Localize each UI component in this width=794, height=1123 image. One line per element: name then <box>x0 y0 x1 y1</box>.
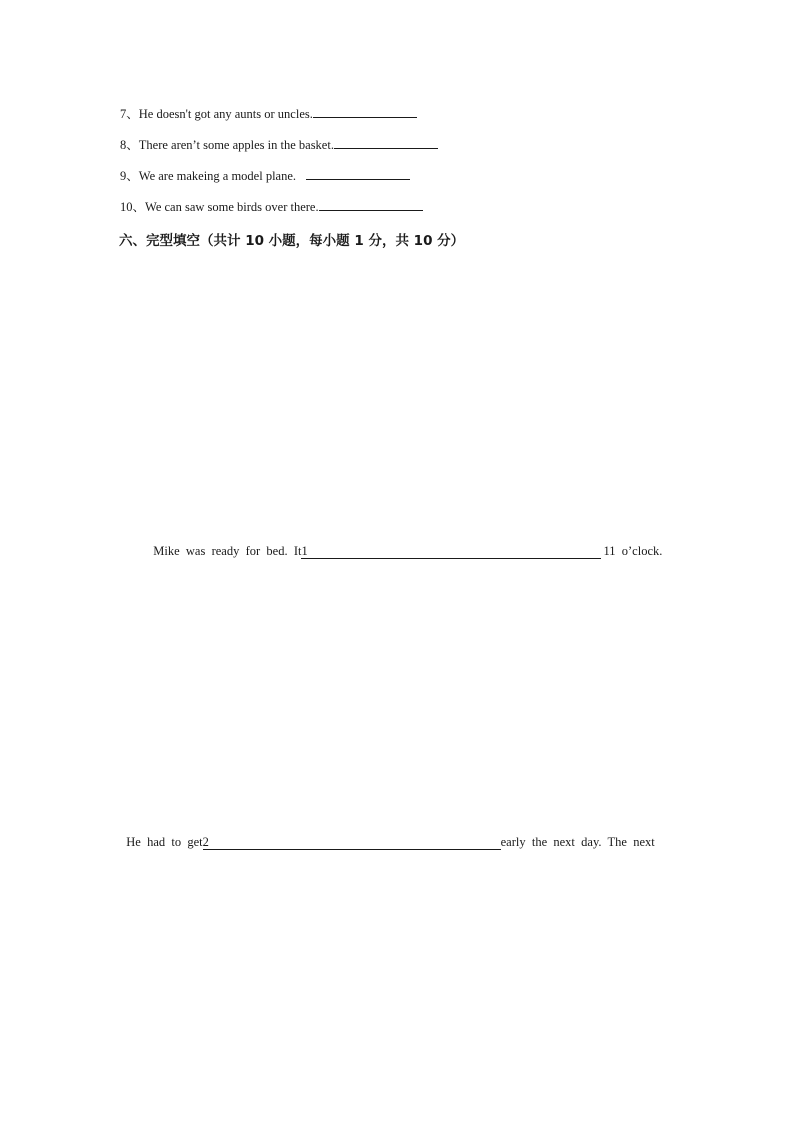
question-text: There aren’t some apples in the basket. <box>138 138 334 152</box>
question-9 <box>120 166 410 184</box>
passage-text: early the next day. The next <box>500 835 655 849</box>
passage-text: He had to get <box>126 835 203 849</box>
question-10 <box>120 197 423 215</box>
passage-text: Mike was ready for bed. It <box>153 544 302 558</box>
passage-line-2 <box>120 818 655 850</box>
question-text: We are makeing a model plane. <box>138 169 297 183</box>
question-7 <box>120 104 417 122</box>
question-text: We can saw some birds over there. <box>145 200 319 214</box>
answer-blank[interactable] <box>334 135 438 149</box>
question-number: 10、 <box>120 200 146 214</box>
passage-line-1 <box>147 527 662 559</box>
answer-blank[interactable] <box>306 166 410 180</box>
passage-text: 11 o’clock. <box>603 544 663 558</box>
question-text: He doesn't got any aunts or uncles. <box>138 107 313 121</box>
answer-blank[interactable] <box>319 197 423 211</box>
question-number: 9、 <box>120 169 139 183</box>
question-number: 7、 <box>120 107 139 121</box>
passage-blank-2[interactable] <box>203 835 501 850</box>
blank-number: 1 <box>301 544 308 558</box>
blank-number: 2 <box>202 835 209 849</box>
passage-blank-1[interactable] <box>301 544 601 559</box>
question-8 <box>120 135 438 153</box>
answer-blank[interactable] <box>313 104 417 118</box>
section-heading: 六、完型填空（共计 10 小题，每小题 1 分，共 10 分） <box>119 233 465 249</box>
question-number: 8、 <box>120 138 139 152</box>
